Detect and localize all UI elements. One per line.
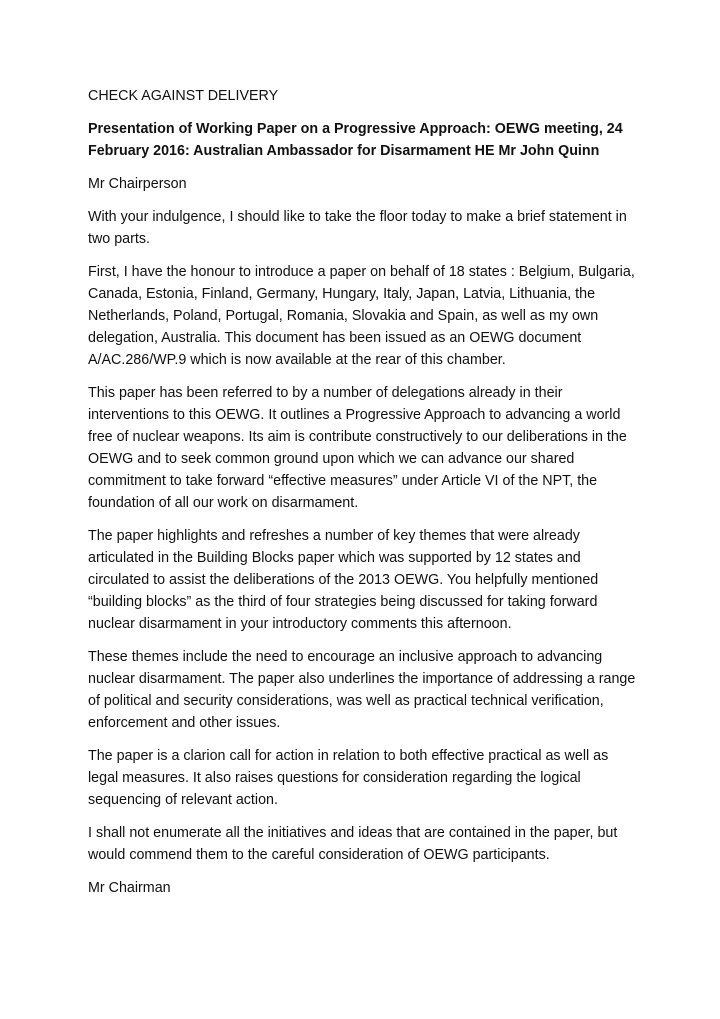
paragraph: These themes include the need to encourage an inclusive approach to advancing nuclear disarmament. The paper also underlines the importance of addressing a range of political and security considerations, was well as practical technical verification, enforcement and other issues. — [88, 649, 636, 731]
paragraph: With your indulgence, I should like to take the floor today to make a brief statement in two parts. — [88, 209, 627, 247]
paragraph: The paper highlights and refreshes a number of key themes that were already articulated in the Building Blocks paper which was supported by 12 states and circulated to assist the deliberations of the 2013 OEWG. You helpfully mentioned “building blocks” as the third of four strategies being discussed for taking forward nuclear disarmament in your introductory comments this afternoon. — [88, 528, 599, 632]
paragraph: I shall not enumerate all the initiatives and ideas that are contained in the paper, but would commend them to the careful consideration of OEWG participants. — [88, 825, 618, 863]
check-against-delivery-note: CHECK AGAINST DELIVERY — [88, 88, 279, 104]
document-title: Presentation of Working Paper on a Progressive Approach: OEWG meeting, 24 February 2016: Australian Ambassador for Disarmament HE Mr John Quinn — [88, 121, 623, 159]
salutation: Mr Chairperson — [88, 176, 187, 192]
paragraph: This paper has been referred to by a number of delegations already in their interventions to this OEWG. It outlines a Progressive Approach to advancing a world free of nuclear weapons. Its aim is contribute constructively to our deliberations in the OEWG and to seek common ground upon which we can advance our shared commitment to take forward “effective measures” under Article VI of the NPT, the foundation of all our work on disarmament. — [88, 385, 627, 511]
paragraph: First, I have the honour to introduce a paper on behalf of 18 states : Belgium, Bulgaria, Canada, Estonia, Finland, Germany, Hungary, Italy, Japan, Latvia, Lithuania, the Netherlands, Poland, Portugal, Romania, Slovakia and Spain, as well as my own delegation, Australia. This document has been issued as an OEWG document A/AC.286/WP.9 which is now available at the rear of this chamber. — [88, 264, 635, 368]
paragraph: The paper is a clarion call for action in relation to both effective practical as well as legal measures. It also raises questions for consideration regarding the logical sequencing of relevant action. — [88, 748, 609, 808]
closing-salutation: Mr Chairman — [88, 880, 171, 896]
